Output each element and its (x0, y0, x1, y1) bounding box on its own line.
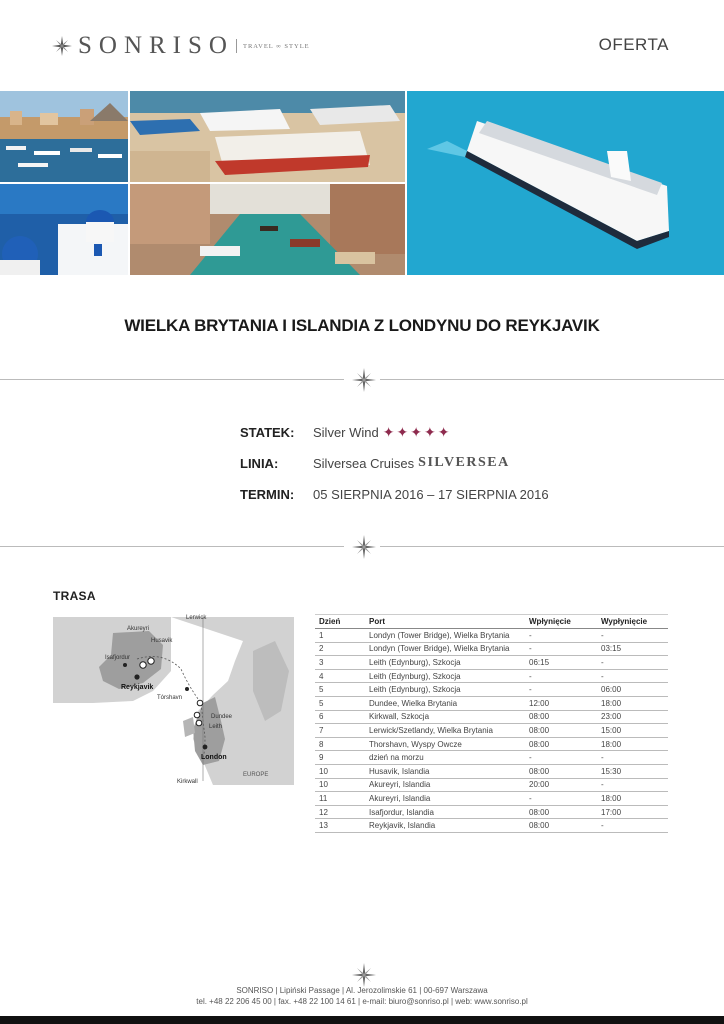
sonriso-logo (52, 32, 310, 60)
table-row (315, 642, 668, 656)
cell-port: Thorshavn, Wyspy Owcze (365, 737, 525, 751)
star-rating (383, 424, 452, 441)
logo-wordmark: SONRISO (78, 32, 234, 59)
cell-day: 10 (315, 764, 365, 778)
cell-port: Akureyri, Islandia (365, 778, 525, 792)
footer-address: SONRISO | Lipiński Passage | Al. Jerozolimskie 61 | 00-697 Warszawa (236, 986, 488, 995)
cell-arrival: 08:00 (525, 737, 597, 751)
ship-row (240, 424, 451, 441)
divider-line (0, 546, 344, 547)
bottom-bar (0, 1016, 724, 1024)
divider-line (0, 379, 344, 380)
section-divider (0, 535, 724, 559)
cell-departure: - (597, 751, 668, 765)
col-header-arrival: Wpłynięcie (525, 615, 597, 629)
table-row (315, 629, 668, 643)
table-row (315, 751, 668, 765)
ship-value: Silver Wind (313, 425, 379, 440)
compass-star-icon (52, 36, 72, 56)
cell-port: Isafjordur, Islandia (365, 805, 525, 819)
line-value: Silversea Cruises (313, 455, 415, 471)
table-row (315, 683, 668, 697)
line-label: LINIA: (240, 455, 279, 471)
col-header-departure: Wypłynięcie (597, 615, 668, 629)
table-row (315, 764, 668, 778)
cruise-ship-photo (407, 91, 724, 275)
cell-arrival: 08:00 (525, 764, 597, 778)
cell-day: 12 (315, 805, 365, 819)
cell-arrival: 08:00 (525, 819, 597, 833)
date-label: TERMIN: (240, 487, 295, 502)
cell-arrival: - (525, 751, 597, 765)
cell-day: 2 (315, 642, 365, 656)
star-icon: ✦ (423, 424, 436, 440)
cell-day: 3 (315, 656, 365, 670)
compass-star-icon (352, 535, 376, 559)
cell-arrival: - (525, 683, 597, 697)
page-footer (0, 985, 724, 1007)
cell-departure: 15:30 (597, 764, 668, 778)
map-label-husavik: Husavik (151, 638, 173, 644)
cell-port: Dundee, Wielka Brytania (365, 696, 525, 710)
cell-departure: 18:00 (597, 696, 668, 710)
cell-departure: 18:00 (597, 792, 668, 806)
santorini-photo (0, 184, 128, 275)
cell-departure: - (597, 656, 668, 670)
cell-day: 13 (315, 819, 365, 833)
cell-departure: 06:00 (597, 683, 668, 697)
col-header-day: Dzień (315, 615, 365, 629)
table-row (315, 805, 668, 819)
table-row (315, 710, 668, 724)
cruise-title: WIELKA BRYTANIA I ISLANDIA Z LONDYNU DO REYKJAVIK (124, 316, 600, 335)
cell-day: 7 (315, 724, 365, 738)
cell-arrival: - (525, 642, 597, 656)
map-label-kirkwall: Kirkwall (177, 779, 198, 785)
cell-departure: 17:00 (597, 805, 668, 819)
cell-port: Londyn (Tower Bridge), Wielka Brytania (365, 629, 525, 643)
footer-contact: tel. +48 22 206 45 00 | fax. +48 22 100 14 61 | e-mail: biuro@sonriso.pl | web: www.sonriso.pl (196, 997, 528, 1006)
photo-collage (0, 91, 724, 275)
map-label-lerwick: Lerwick (186, 615, 207, 621)
cell-arrival: - (525, 629, 597, 643)
table-row (315, 792, 668, 806)
map-label-dundee: Dundee (211, 714, 233, 720)
cell-port: Leith (Edynburg), Szkocja (365, 656, 525, 670)
cell-departure: - (597, 669, 668, 683)
map-label-akureyri: Akureyri (127, 626, 150, 632)
cell-day: 10 (315, 778, 365, 792)
document-type: OFERTA (598, 35, 669, 54)
cell-port: Kirkwall, Szkocja (365, 710, 525, 724)
star-icon: ✦ (382, 424, 395, 440)
star-icon: ✦ (396, 424, 409, 440)
footer-divider (0, 963, 724, 987)
cell-arrival: 08:00 (525, 805, 597, 819)
date-value: 05 SIERPNIA 2016 – 17 SIERPNIA 2016 (313, 487, 549, 502)
compass-star-icon (352, 368, 376, 392)
cell-departure: - (597, 778, 668, 792)
ship-label: STATEK: (240, 425, 295, 440)
cell-arrival: 08:00 (525, 724, 597, 738)
table-row (315, 778, 668, 792)
cell-departure: 18:00 (597, 737, 668, 751)
route-heading: TRASA (53, 589, 96, 603)
map-label-london: London (201, 754, 227, 761)
section-divider (0, 368, 724, 392)
cell-departure: 23:00 (597, 710, 668, 724)
cell-port: Leith (Edynburg), Szkocja (365, 669, 525, 683)
table-row (315, 819, 668, 833)
map-label-isafjordur: Isafjordur (105, 655, 131, 661)
map-label-reykjavik: Reykjavik (121, 684, 154, 691)
cell-port: Lerwick/Szetlandy, Wielka Brytania (365, 724, 525, 738)
itinerary-table (315, 614, 668, 833)
cell-port: Londyn (Tower Bridge), Wielka Brytania (365, 642, 525, 656)
map-label-torshavn: Tórshavn (157, 695, 183, 701)
cell-departure: 15:00 (597, 724, 668, 738)
date-row (240, 487, 549, 502)
logo-separator (236, 39, 237, 53)
cell-arrival: 20:00 (525, 778, 597, 792)
star-icon: ✦ (410, 424, 422, 440)
cell-day: 4 (315, 669, 365, 683)
line-row (240, 455, 510, 471)
map-label-europe: EUROPE (243, 772, 269, 778)
logo-tagline: TRAVEL ∞ STYLE (242, 42, 310, 50)
cell-port: dzień na morzu (365, 751, 525, 765)
table-header-row (315, 615, 668, 629)
cell-day: 11 (315, 792, 365, 806)
cell-port: Reykjavik, Islandia (365, 819, 525, 833)
col-header-port: Port (365, 615, 525, 629)
cell-arrival: 12:00 (525, 696, 597, 710)
table-row (315, 737, 668, 751)
page-header (0, 0, 724, 90)
divider-line (380, 546, 724, 547)
venice-canal-photo (130, 184, 405, 275)
cell-port: Leith (Edynburg), Szkocja (365, 683, 525, 697)
table-row (315, 656, 668, 670)
cell-arrival: - (525, 792, 597, 806)
cell-arrival: 08:00 (525, 710, 597, 724)
boats-beach-photo (130, 91, 405, 182)
cell-day: 6 (315, 710, 365, 724)
cell-day: 8 (315, 737, 365, 751)
harbor-photo (0, 91, 128, 182)
table-row (315, 724, 668, 738)
table-row (315, 669, 668, 683)
cell-arrival: 06:15 (525, 656, 597, 670)
map-label-leith: Leith (209, 724, 223, 730)
cell-day: 9 (315, 751, 365, 765)
cell-port: Husavik, Islandia (365, 764, 525, 778)
cell-departure: - (597, 629, 668, 643)
table-row (315, 696, 668, 710)
cell-departure: 03:15 (597, 642, 668, 656)
cell-day: 1 (315, 629, 365, 643)
silversea-logo: SILVERSEA (418, 455, 510, 470)
cell-arrival: - (525, 669, 597, 683)
cell-day: 5 (315, 696, 365, 710)
divider-line (380, 379, 724, 380)
route-map (53, 611, 294, 785)
cell-port: Akureyri, Islandia (365, 792, 525, 806)
cell-day: 5 (315, 683, 365, 697)
star-icon: ✦ (437, 424, 450, 440)
compass-star-icon (352, 963, 376, 987)
cell-departure: - (597, 819, 668, 833)
